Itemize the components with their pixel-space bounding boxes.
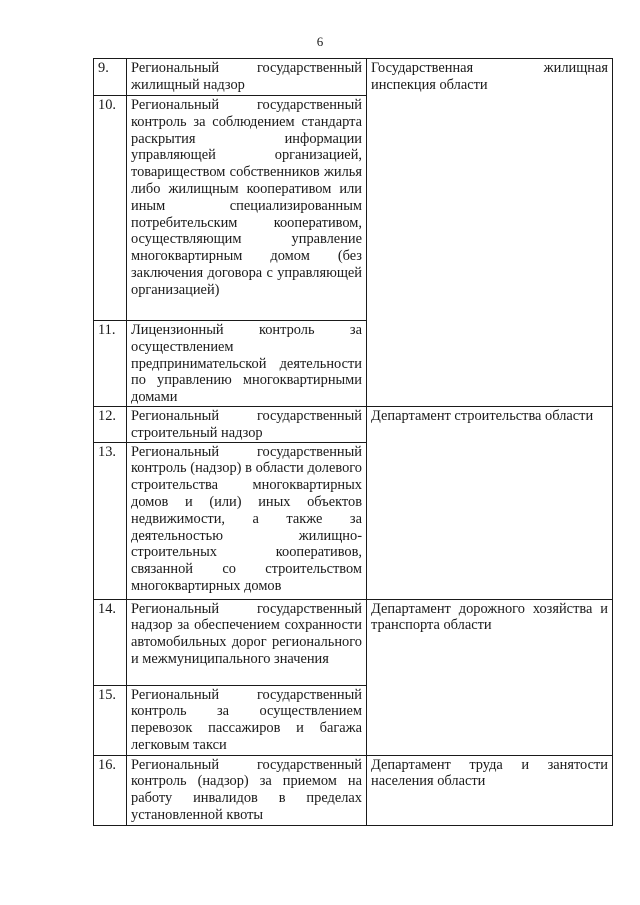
row-number: 14. [94, 599, 127, 685]
control-type-name: Региональный государственный строительный надзор [127, 406, 367, 442]
row-number: 9. [94, 59, 127, 96]
control-type-name: Лицензионный контроль за осуществлением предпринимательской деятельности по управлению многоквартирными домами [127, 321, 367, 407]
authority-name: Департамент труда и занятости населения области [367, 755, 613, 825]
control-type-name: Региональный государственный контроль за соблюдением стандарта раскрытия информации управляющей организацией, товариществом собственников жилья либо жилищным кооперативом или иным специализированным потребительским кооперативом, осуществляющим управление многоквартирным домом (без заключения договора с управляющей организацией) [127, 96, 367, 321]
table-row [94, 755, 613, 825]
row-number: 13. [94, 442, 127, 599]
row-number: 11. [94, 321, 127, 407]
page-number: 6 [316, 34, 324, 49]
authority-name: Департамент строительства области [367, 406, 613, 599]
control-type-name: Региональный государственный жилищный надзор [127, 59, 367, 96]
row-number: 16. [94, 755, 127, 825]
authority-name: Государственная жилищная инспекция области [367, 59, 613, 407]
row-number: 15. [94, 685, 127, 755]
authority-name: Департамент дорожного хозяйства и транспорта области [367, 599, 613, 755]
table-row [94, 406, 613, 442]
control-type-name: Региональный государственный контроль за осуществлением перевозок пассажиров и багажа легковым такси [127, 685, 367, 755]
control-type-name: Региональный государственный надзор за обеспечением сохранности автомобильных дорог регионального и межмуниципального значения [127, 599, 367, 685]
table-row [94, 59, 613, 96]
control-type-name: Региональный государственный контроль (надзор) за приемом на работу инвалидов в пределах установленной квоты [127, 755, 367, 825]
row-number: 10. [94, 96, 127, 321]
row-number: 12. [94, 406, 127, 442]
table-row [94, 599, 613, 685]
control-type-name: Региональный государственный контроль (надзор) в области долевого строительства многоквартирных домов и (или) иных объектов недвижимости, а также за деятельностью жилищно-строительных кооперативов, связанной со строительством многоквартирных домов [127, 442, 367, 599]
control-types-table [93, 58, 613, 826]
